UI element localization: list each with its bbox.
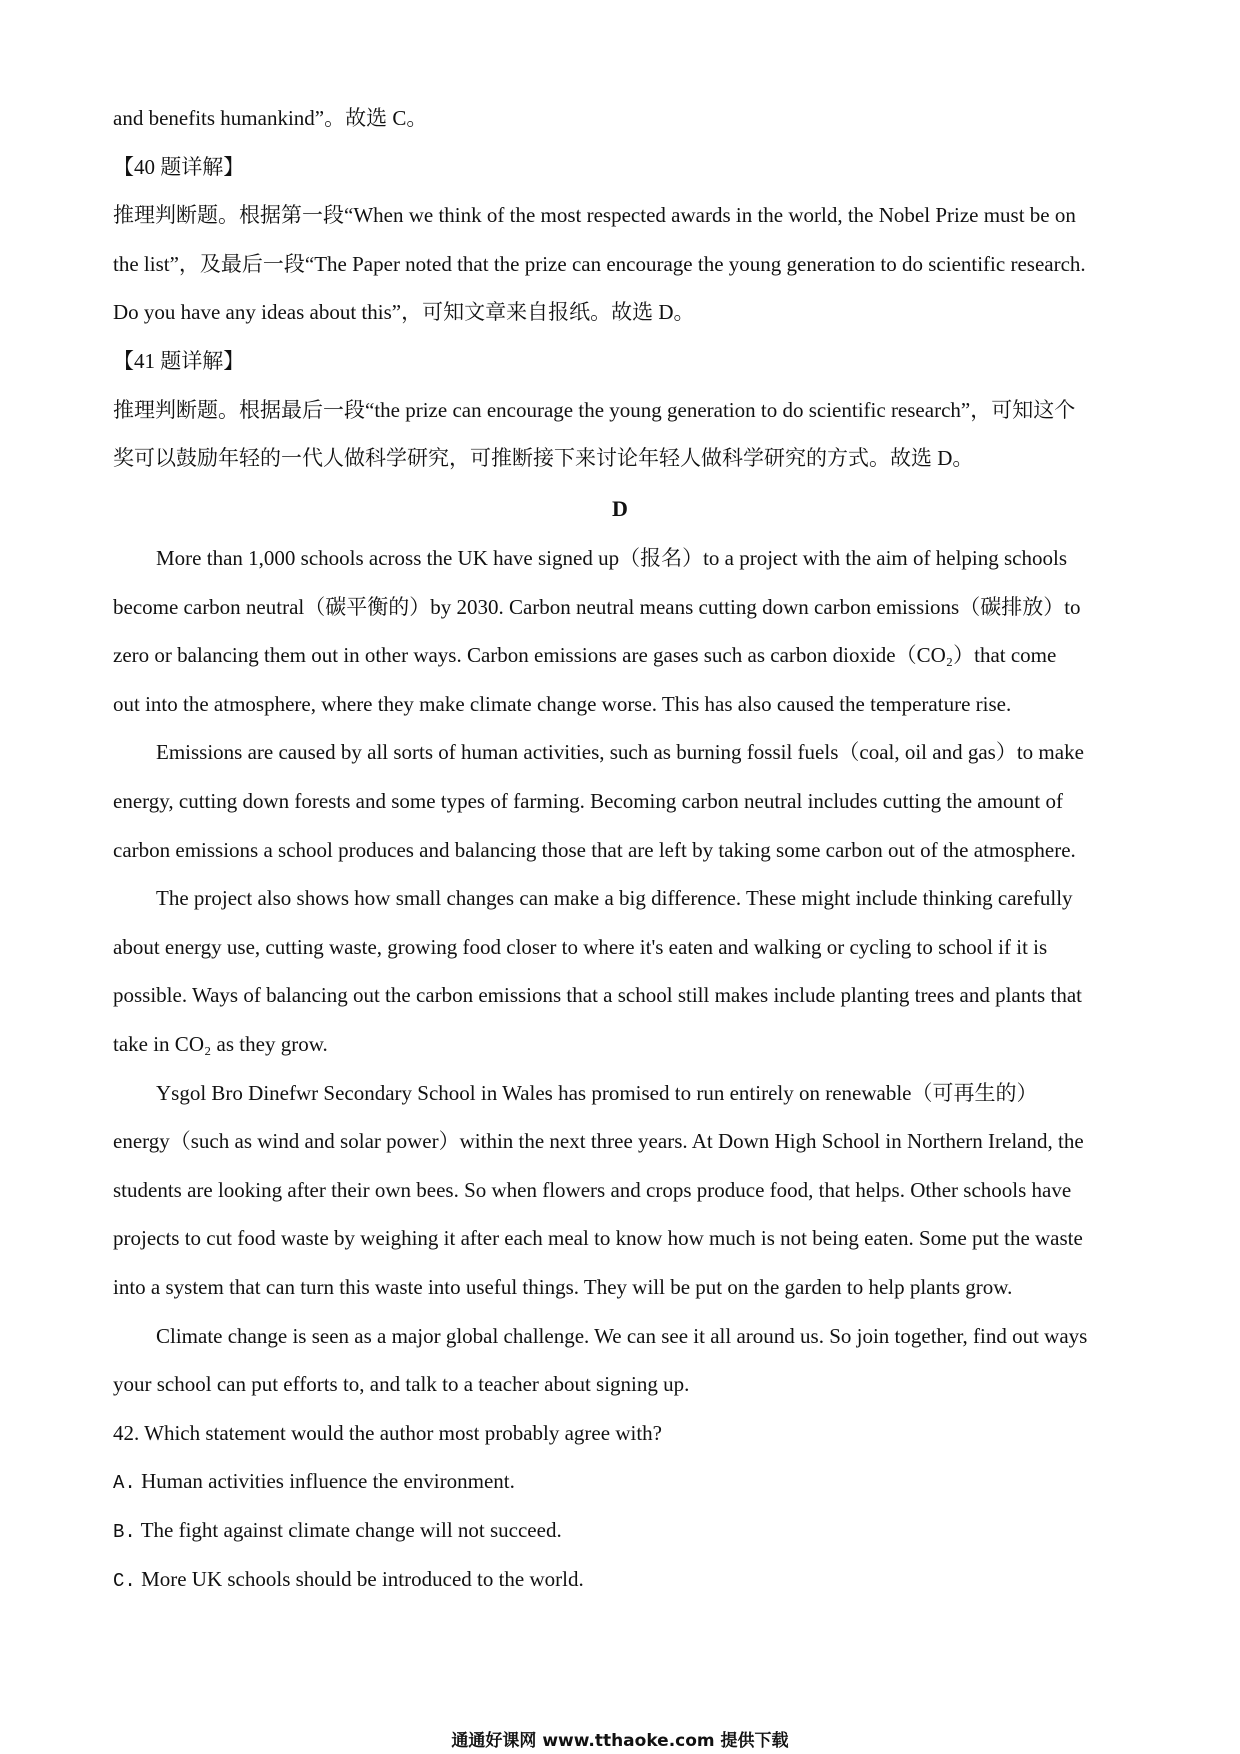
text-line: the list”，及最后一段“The Paper noted that the prize can encourage the young generation to do scientific research. [113,252,1086,276]
passage-line: possible. Ways of balancing out the carbon emissions that a school still makes include planting trees and plants that [113,983,1082,1007]
text-line: 推理判断题。根据第一段“When we think of the most respected awards in the world, the Nobel Prize must be on [113,203,1076,227]
passage-line: about energy use, cutting waste, growing food closer to where it's eaten and walking or cycling to school if it is [113,935,1048,959]
question-heading: 【41 题详解】 [113,349,245,373]
passage-line: students are looking after their own bees. So when flowers and crops produce food, that helps. Other schools have [113,1178,1072,1202]
option-letter: B. [113,1521,136,1543]
question-heading: 【40 题详解】 [113,155,245,179]
text-line: Do you have any ideas about this”，可知文章来自报纸。故选 D。 [113,300,695,324]
text-line: 奖可以鼓励年轻的一代人做科学研究，可推断接下来讨论年轻人做科学研究的方式。故选 D。 [113,446,974,470]
passage-line: zero or balancing them out in other ways. Carbon emissions are gases such as carbon dioxide（CO₂）that come [113,643,1057,667]
passage-line: projects to cut food waste by weighing it after each meal to know how much is not being eaten. Some put the waste [113,1226,1083,1250]
question-stem: 42. Which statement would the author most probably agree with? [113,1421,662,1445]
passage-line: More than 1,000 schools across the UK have signed up（报名）to a project with the aim of helping schools [156,546,1067,570]
passage-line: take in CO₂ as they grow. [113,1032,328,1056]
answer-option-a[interactable] [113,1467,1133,1497]
section-title: D [612,496,628,521]
text-line: 推理判断题。根据最后一段“the prize can encourage the young generation to do scientific research”，可知这个 [113,398,1076,422]
passage-line: out into the atmosphere, where they make climate change worse. This has also caused the temperature rise. [113,692,1012,716]
text-line: and benefits humankind”。故选 C。 [113,106,428,130]
passage-line: The project also shows how small changes can make a big difference. These might include thinking carefully [156,886,1073,910]
option-letter: A. [113,1472,136,1494]
footer-watermark: 通通好课网 www.tthaoke.com 提供下载 [451,1731,789,1751]
option-text: Human activities influence the environment. [141,1469,515,1493]
passage-line: energy, cutting down forests and some types of farming. Becoming carbon neutral includes cutting the amount of [113,789,1064,813]
passage-line: your school can put efforts to, and talk to a teacher about signing up. [113,1372,690,1396]
passage-line: into a system that can turn this waste into useful things. They will be put on the garden to help plants grow. [113,1275,1013,1299]
option-text: The fight against climate change will not succeed. [140,1518,562,1542]
answer-option-b[interactable] [113,1516,1133,1546]
option-letter: C. [113,1570,136,1592]
answer-option-c[interactable] [113,1565,1133,1595]
passage-line: Climate change is seen as a major global challenge. We can see it all around us. So join together, find out ways [156,1324,1088,1348]
passage-line: Emissions are caused by all sorts of human activities, such as burning fossil fuels（coal, oil and gas）to make [156,740,1084,764]
passage-line: become carbon neutral（碳平衡的）by 2030. Carbon neutral means cutting down carbon emissions（碳排放）to [113,595,1081,619]
option-text: More UK schools should be introduced to the world. [141,1567,584,1591]
passage-line: carbon emissions a school produces and balancing those that are left by taking some carbon out of the atmosphere. [113,838,1076,862]
passage-line: energy（such as wind and solar power）within the next three years. At Down High School in Northern Ireland, the [113,1129,1084,1153]
passage-line: Ysgol Bro Dinefwr Secondary School in Wales has promised to run entirely on renewable（可再生的） [156,1081,1038,1105]
